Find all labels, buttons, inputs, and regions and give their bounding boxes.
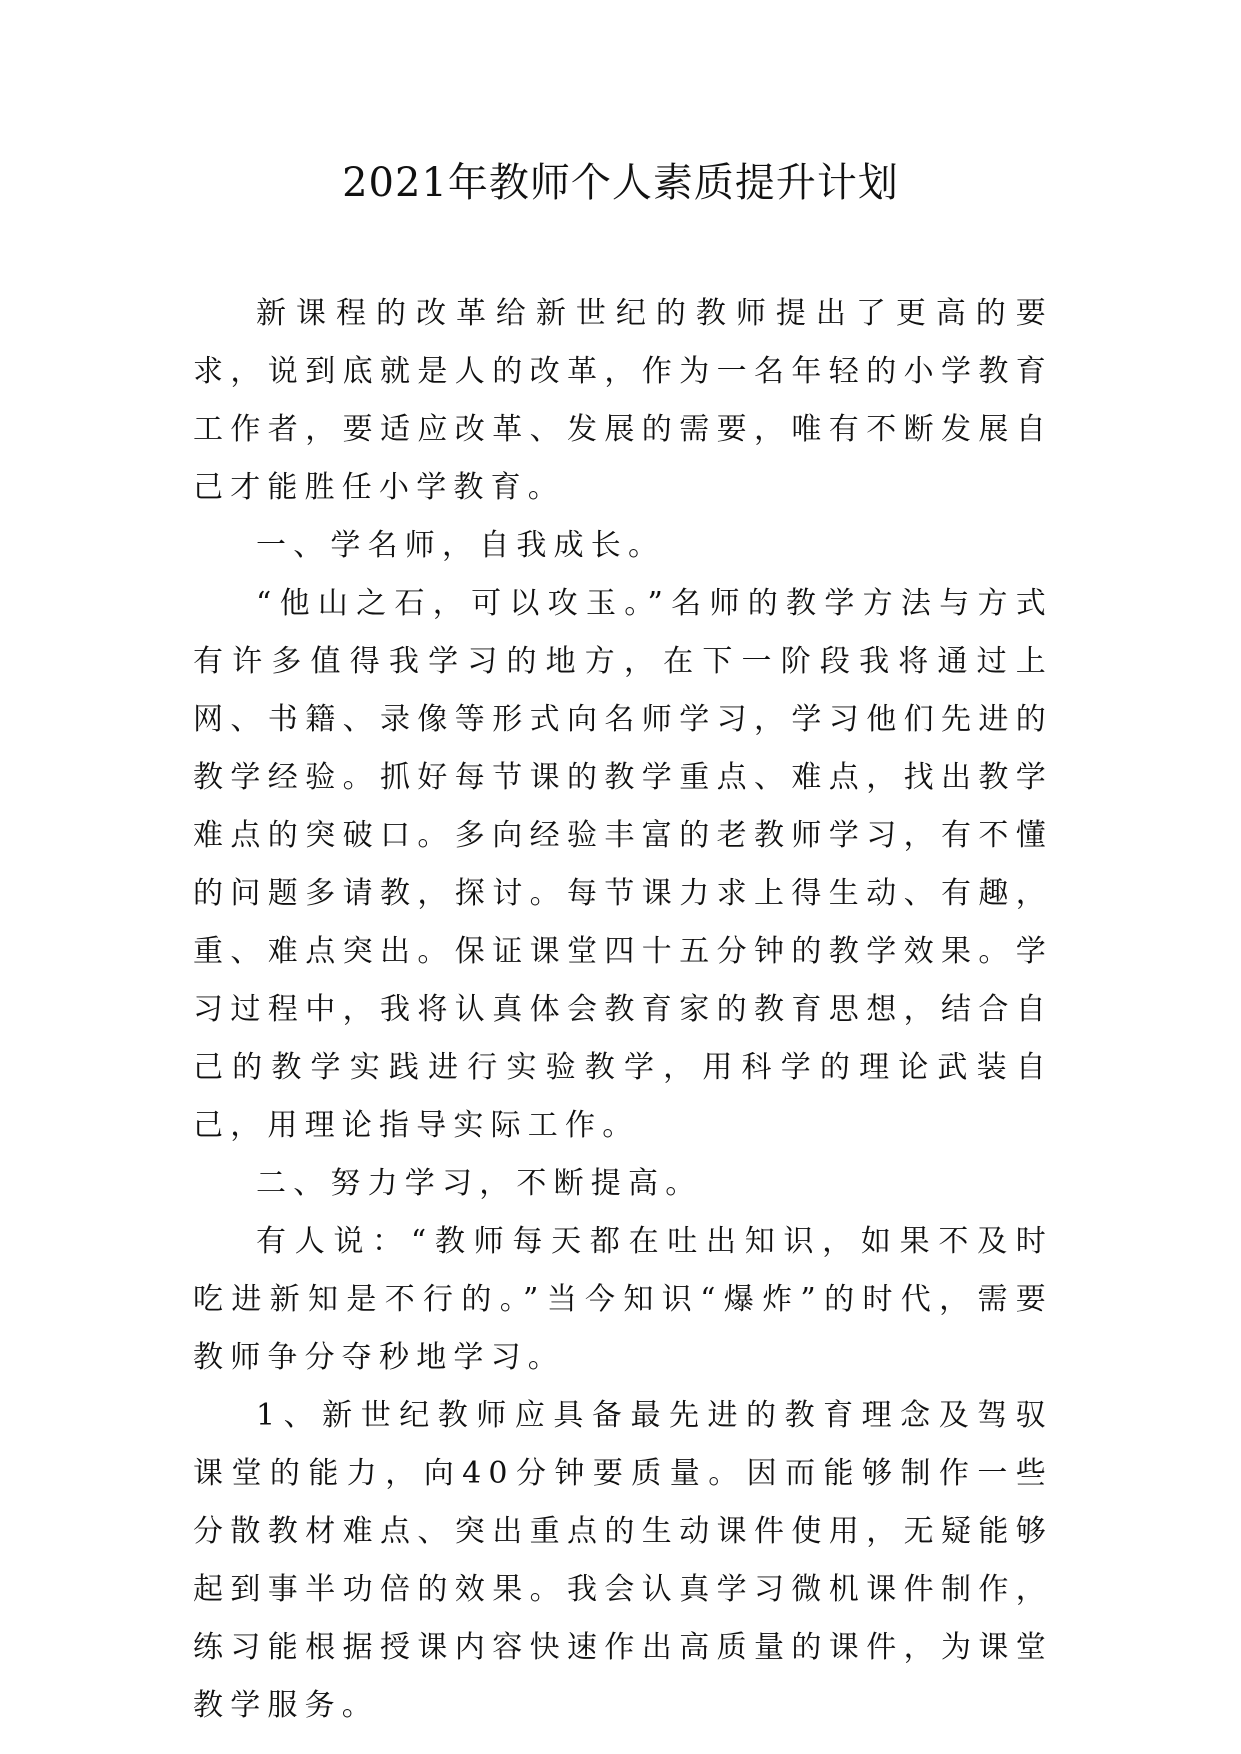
paragraph-intro: 新课程的改革给新世纪的教师提出了更高的要求，说到底就是人的改革，作为一名年轻的小学教育工作者，要适应改革、发展的需要，唯有不断发展自己才能胜任小学教育。: [193, 296, 1053, 505]
section-heading-1: 一、学名师，自我成长。: [256, 528, 666, 563]
paragraph-section-2-quote: 有人说：“教师每天都在吐出知识，如果不及时吃进新知是不行的。”当今知识“爆炸”的时代，需要教师争分夺秒地学习。: [193, 1224, 1053, 1375]
section-heading-2: 二、努力学习，不断提高。: [256, 1166, 703, 1201]
paragraph-point-1: 1、新世纪教师应具备最先进的教育理念及驾驭课堂的能力，向40分钟要质量。因而能够制作一些分散教材难点、突出重点的生动课件使用，无疑能够起到事半功倍的效果。我会认真学习微机课件制作，练习能根据授课内容快速作出高质量的课件，为课堂教学服务。: [193, 1398, 1053, 1723]
document-title: 2021年教师个人素质提升计划: [342, 160, 899, 206]
document-body: [193, 285, 1053, 1735]
paragraph-section-1: “他山之石，可以攻玉。”名师的教学方法与方式有许多值得我学习的地方，在下一阶段我将通过上网、书籍、录像等形式向名师学习，学习他们先进的教学经验。抓好每节课的教学重点、难点，找出教学难点的突破口。多向经验丰富的老教师学习，有不懂的问题多请教，探讨。每节课力求上得生动、有趣，重、难点突出。保证课堂四十五分钟的教学效果。学习过程中，我将认真体会教育家的教育思想，结合自己的教学实践进行实验教学，用科学的理论武装自己，用理论指导实际工作。: [193, 586, 1053, 1143]
